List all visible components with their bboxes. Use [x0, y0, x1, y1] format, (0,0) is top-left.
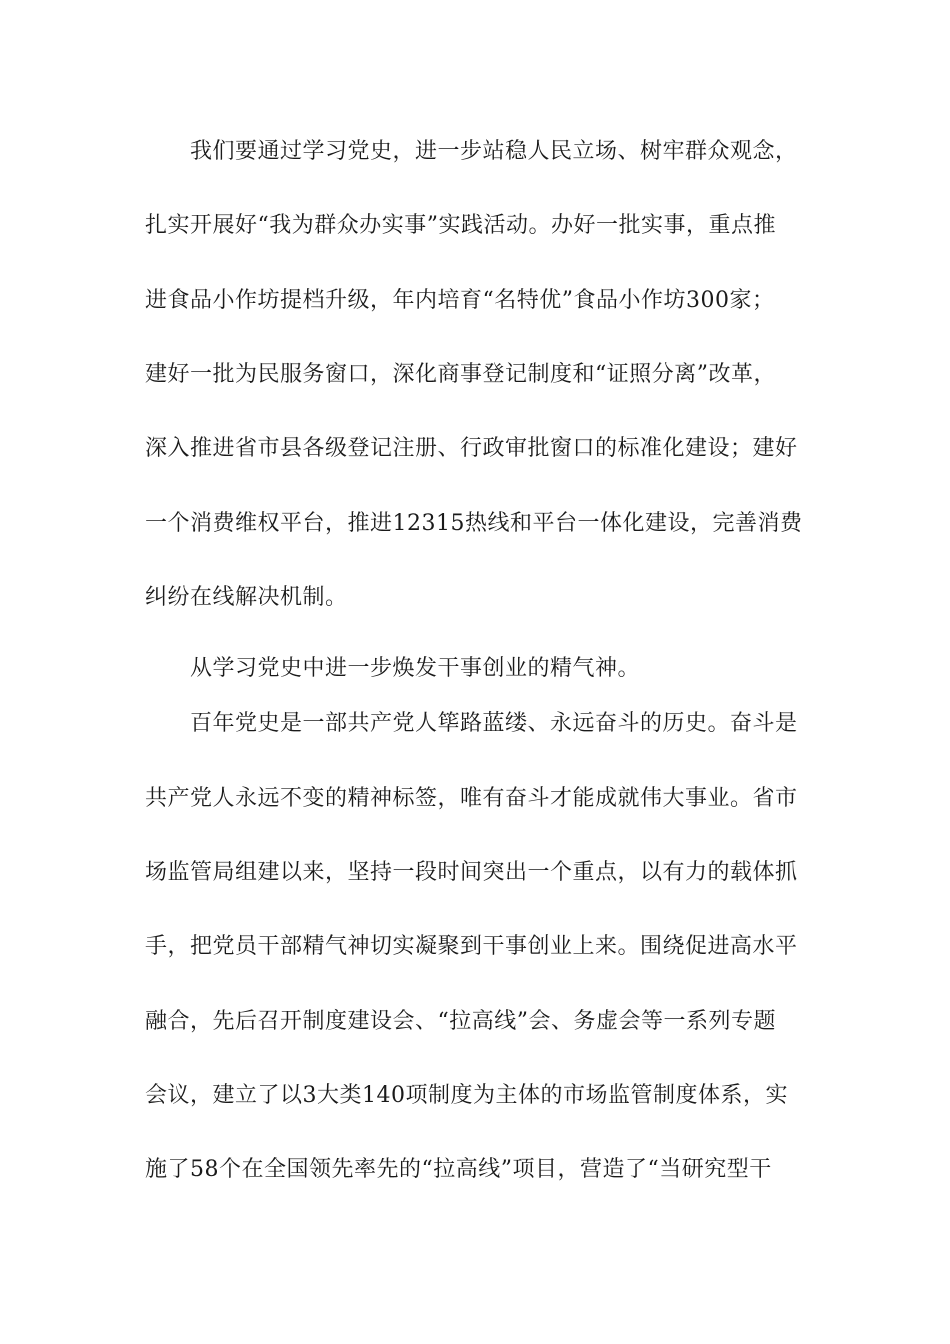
paragraph-1-line-3: 进食品小作坊提档升级，年内培育“名特优”食品小作坊300家；	[145, 288, 775, 313]
paragraph-2-heading: 从学习党史中进一步焕发干事创业的精气神。	[190, 656, 641, 681]
paragraph-1-line-7: 纠纷在线解决机制。	[145, 585, 348, 610]
paragraph-1-line-5: 深入推进省市县各级登记注册、行政审批窗口的标准化建设；建好	[145, 436, 798, 461]
paragraph-3-line-4: 手，把党员干部精气神切实凝聚到干事创业上来。围绕促进高水平	[145, 934, 798, 959]
paragraph-3-line-5: 融合，先后召开制度建设会、“拉高线”会、务虚会等一系列专题	[145, 1009, 776, 1034]
paragraph-1-line-2: 扎实开展好“我为群众办实事”实践活动。办好一批实事，重点推	[145, 213, 776, 238]
paragraph-1-line-4: 建好一批为民服务窗口，深化商事登记制度和“证照分离”改革，	[145, 362, 776, 387]
paragraph-3-line-1: 百年党史是一部共产党人筚路蓝缕、永远奋斗的历史。奋斗是	[190, 711, 798, 736]
paragraph-3-line-2: 共产党人永远不变的精神标签，唯有奋斗才能成就伟大事业。省市	[145, 786, 798, 811]
paragraph-1-line-6: 一个消费维权平台，推进12315热线和平台一体化建设，完善消费	[145, 511, 803, 536]
paragraph-3-line-6: 会议，建立了以3大类140项制度为主体的市场监管制度体系，实	[145, 1083, 788, 1108]
paragraph-1-line-1: 我们要通过学习党史，进一步站稳人民立场、树牢群众观念，	[190, 139, 798, 164]
paragraph-3-line-7: 施了58个在全国领先率先的“拉高线”项目，营造了“当研究型干	[145, 1157, 772, 1182]
paragraph-3-line-3: 场监管局组建以来，坚持一段时间突出一个重点，以有力的载体抓	[145, 860, 798, 885]
